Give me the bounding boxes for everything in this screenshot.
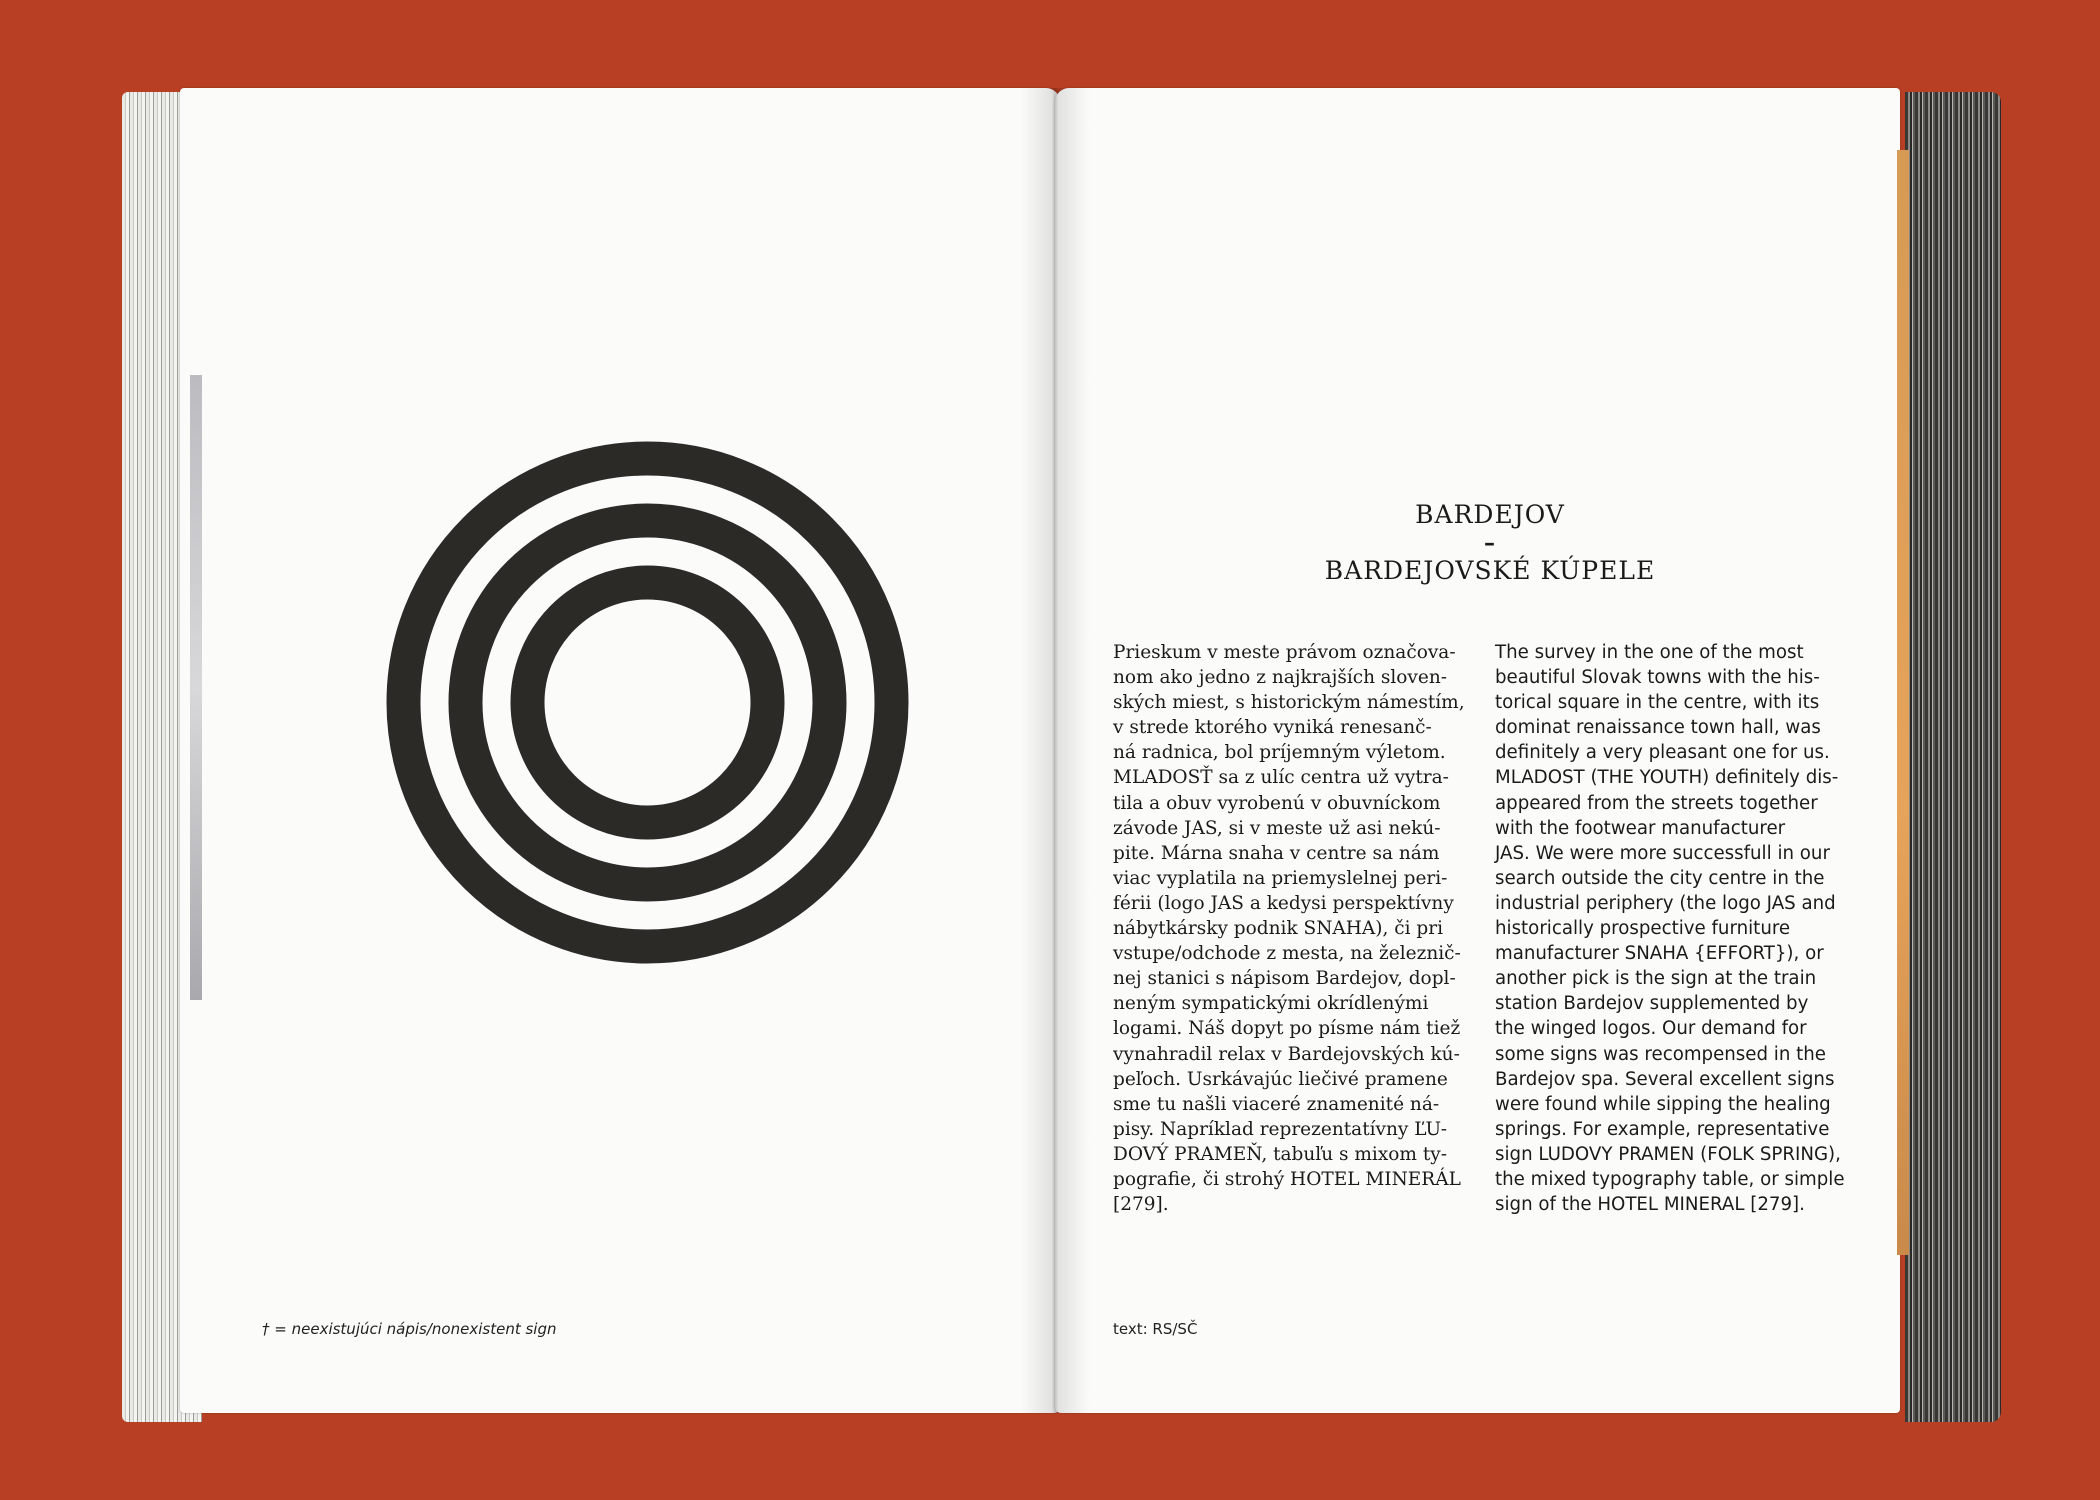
text-line: pite. Márna snaha v centre sa nám: [1113, 842, 1440, 864]
text-line: nábytkársky podnik SNAHA), či pri: [1113, 918, 1443, 940]
text-line: station Bardejov supplemented by: [1495, 993, 1809, 1015]
text-line: MLADOST (THE YOUTH) definitely dis-: [1495, 767, 1839, 789]
text-line: search outside the city centre in the: [1495, 867, 1825, 889]
text-line: torical square in the centre, with its: [1495, 692, 1820, 714]
text-line: another pick is the sign at the train: [1495, 968, 1817, 990]
inner-ring: [528, 583, 768, 823]
text-line: pografie, či strohý HOTEL MINERÁL: [1113, 1168, 1461, 1190]
text-line: beautiful Slovak towns with the his-: [1495, 667, 1820, 689]
text-line: JAS. We were more successfull in our: [1495, 842, 1830, 864]
text-line: vstupe/odchode z mesta, na železnič-: [1113, 943, 1461, 965]
text-line: v strede ktorého vyniká renesanč-: [1113, 717, 1432, 739]
text-line: some signs was recompensed in the: [1495, 1043, 1826, 1065]
text-line: sme tu našli viaceré znamenité ná-: [1113, 1093, 1440, 1115]
text-line: nej stanici s nápisom Bardejov, dopl-: [1113, 968, 1456, 990]
text-line: neným sympatickými okrídlenými: [1113, 993, 1429, 1015]
text-line: viac vyplatila na priemyslelnej peri-: [1113, 867, 1448, 889]
text-line: The survey in the one of the most: [1495, 642, 1804, 663]
text-line: ských miest, s historickým námestím,: [1113, 692, 1465, 714]
text-line: peľoch. Usrkávajúc liečivé pramene: [1113, 1068, 1448, 1090]
left-edge-photo-strip: [190, 375, 202, 1000]
text-line: the mixed typography table, or simple: [1495, 1168, 1845, 1190]
text-line: dominat renaissance town hall, was: [1495, 717, 1821, 739]
text-line: Prieskum v meste právom označova-: [1113, 642, 1456, 663]
text-line: logami. Náš dopyt po písme nám tiež: [1113, 1018, 1461, 1040]
text-line: Bardejov spa. Several excellent signs: [1495, 1068, 1835, 1090]
text-line: appeared from the streets together: [1495, 792, 1818, 814]
concentric-rings-sign: [385, 440, 910, 965]
text-line: springs. For example, representative: [1495, 1118, 1830, 1140]
text-line: [279].: [1113, 1194, 1169, 1216]
text-credit: text: RS/SČ: [1113, 1320, 1198, 1338]
book-gutter: [1020, 88, 1090, 1413]
right-page-edges: [1905, 92, 2001, 1422]
text-line: definitely a very pleasant one for us.: [1495, 742, 1830, 764]
text-line: historically prospective furniture: [1495, 918, 1791, 940]
text-line: tila a obuv vyrobenú v obuvníckom: [1113, 792, 1441, 814]
text-line: industrial periphery (the logo JAS and: [1495, 892, 1836, 914]
text-line: with the footwear manufacturer: [1495, 817, 1786, 839]
english-text-column: [1495, 640, 1875, 1217]
right-edge-photo-strip: [1897, 150, 1909, 1255]
slovak-text-column: [1113, 640, 1493, 1217]
text-line: MLADOSŤ sa z ulíc centra už vytra-: [1113, 767, 1449, 789]
chapter-heading: [1250, 498, 1730, 588]
text-line: sign LUDOVY PRAMEN (FOLK SPRING),: [1495, 1143, 1841, 1165]
title-dash: –: [1484, 530, 1496, 556]
text-line: ná radnica, bol príjemným výletom.: [1113, 742, 1446, 764]
text-line: sign of the HOTEL MINERAL [279].: [1495, 1194, 1805, 1216]
text-line: vynahradil relax v Bardejovských kú-: [1113, 1043, 1460, 1065]
text-line: manufacturer SNAHA {EFFORT}), or: [1495, 943, 1824, 965]
text-line: pisy. Napríklad reprezentatívny ĽU-: [1113, 1118, 1448, 1140]
footnote: † = neexistujúci nápis/nonexistent sign: [262, 1320, 557, 1338]
chapter-subtitle: BARDEJOVSKÉ KÚPELE: [1324, 556, 1656, 585]
chapter-title: BARDEJOV: [1415, 500, 1565, 529]
text-line: závode JAS, si v meste už asi nekú-: [1113, 817, 1441, 839]
text-line: férii (logo JAS a kedysi perspektívny: [1113, 892, 1454, 914]
text-line: were found while sipping the healing: [1495, 1093, 1831, 1115]
text-line: nom ako jedno z najkrajších sloven-: [1113, 667, 1448, 689]
text-line: DOVÝ PRAMEŇ, tabuľu s mixom ty-: [1113, 1143, 1447, 1165]
text-line: the winged logos. Our demand for: [1495, 1018, 1807, 1040]
